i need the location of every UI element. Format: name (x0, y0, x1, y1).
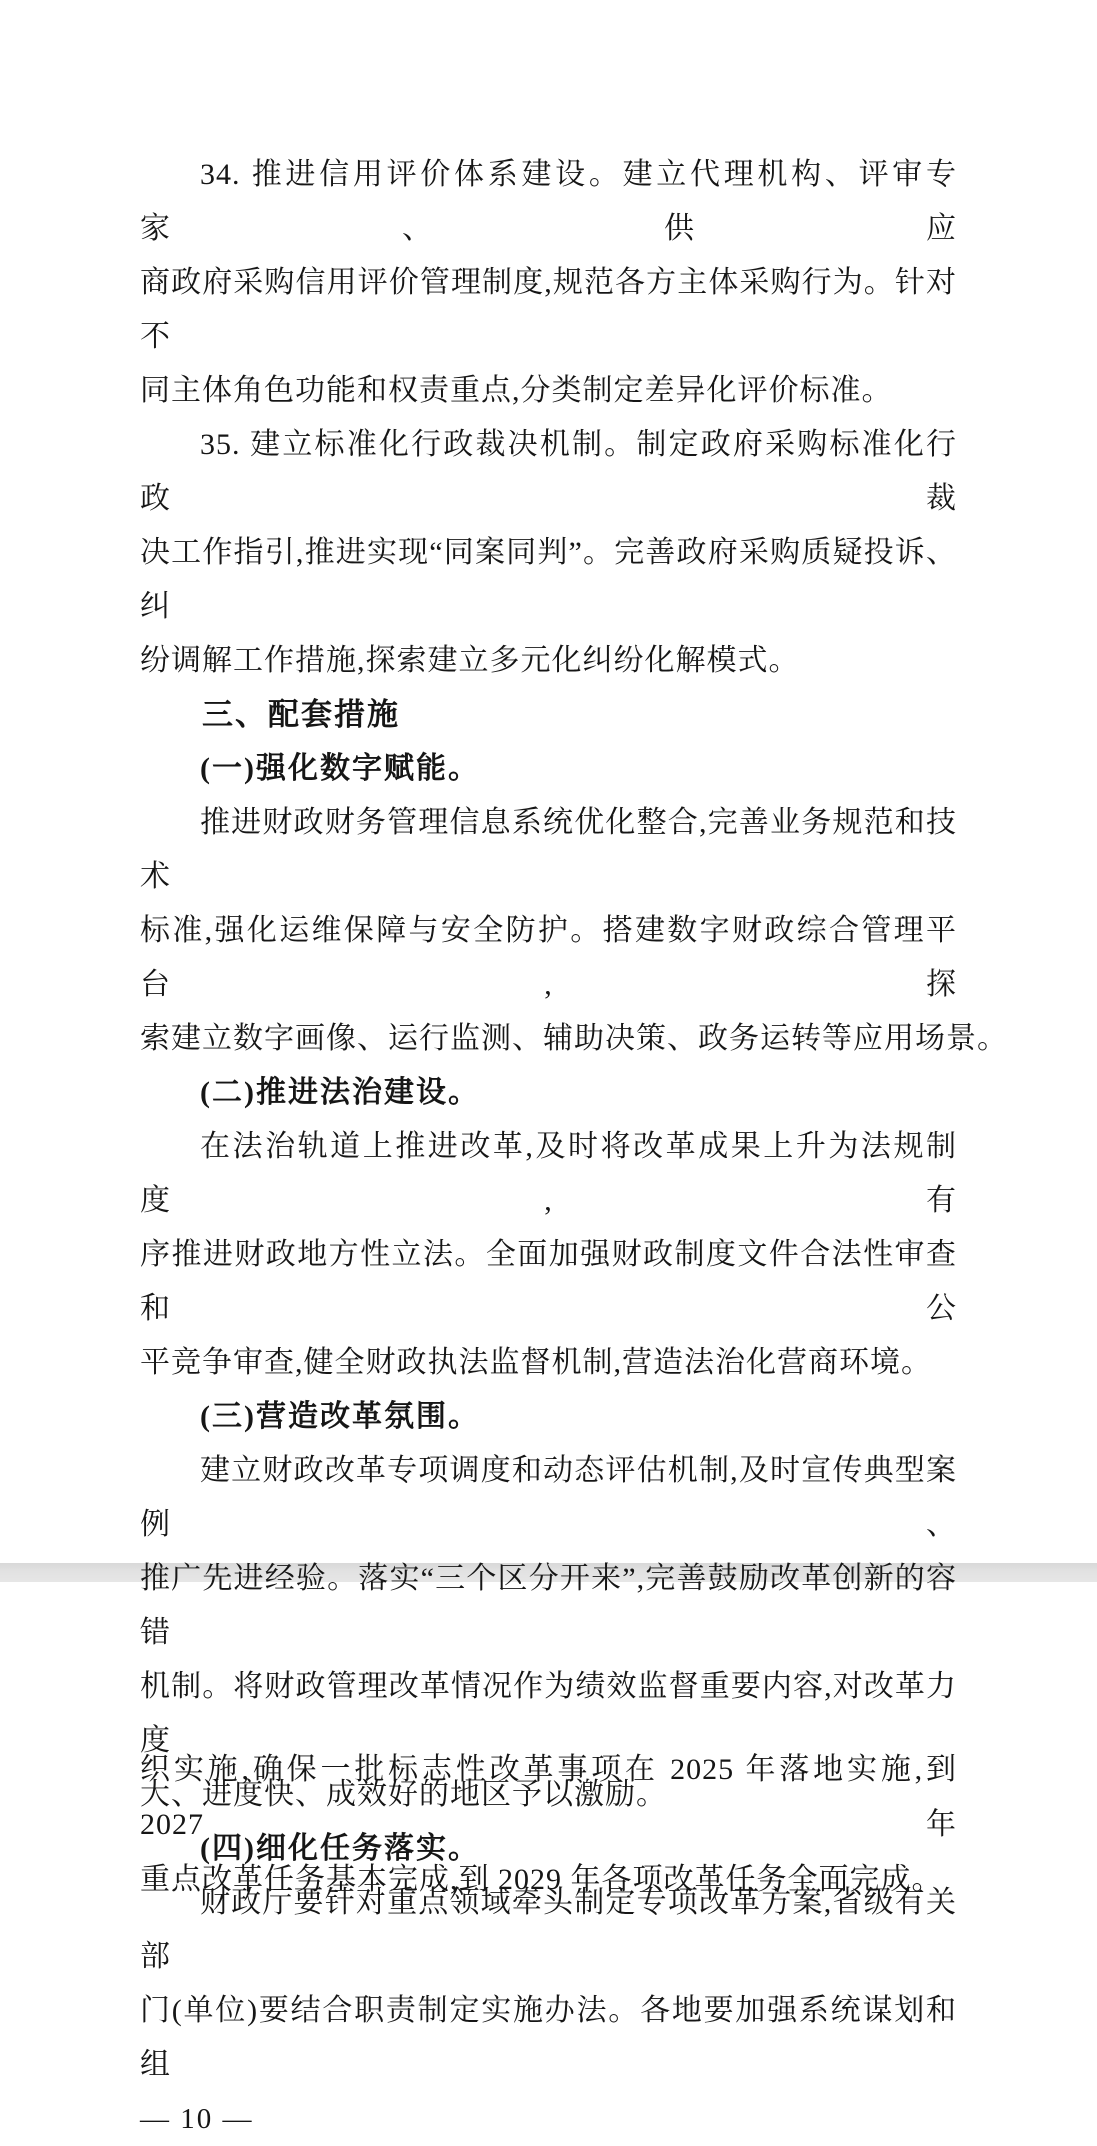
text-line: 建立财政改革专项调度和动态评估机制,及时宣传典型案例、 (140, 1454, 957, 1541)
text-line: 推广先进经验。落实“三个区分开来”,完善鼓励改革创新的容错 (140, 1562, 957, 1649)
text-line: 平竞争审查,健全财政执法监督机制,营造法治化营商环境。 (140, 1346, 932, 1379)
text-line: (一)强化数字赋能。 (200, 752, 480, 785)
text-line: (三)营造改革氛围。 (200, 1400, 480, 1433)
text-line: 决工作指引,推进实现“同案同判”。完善政府采购质疑投诉、纠 (140, 536, 957, 623)
text-line: 织实施,确保一批标志性改革事项在 2025 年落地实施,到 2027 年 (140, 1753, 957, 1841)
text-line: 重点改革任务基本完成,到 2029 年各项改革任务全面完成。 (140, 1863, 943, 1896)
text-line: 在法治轨道上推进改革,及时将改革成果上升为法规制度,有 (140, 1130, 957, 1217)
page-number: — 10 — (140, 2103, 254, 2135)
text-line: 机制。将财政管理改革情况作为绩效监督重要内容,对改革力度 (140, 1670, 957, 1757)
text-line: 34. 推进信用评价体系建设。建立代理机构、评审专家、供应 (140, 158, 957, 245)
text-line: 标准,强化运维保障与安全防护。搭建数字财政综合管理平台,探 (140, 914, 957, 1001)
text-line: 序推进财政地方性立法。全面加强财政制度文件合法性审查和公 (140, 1238, 957, 1325)
text-line: 财政厅要针对重点领域牵头制定专项改革方案,省级有关部 (140, 1886, 957, 1973)
text-line: 索建立数字画像、运行监测、辅助决策、政务运转等应用场景。 (140, 1022, 1008, 1055)
text-line: 大、进度快、成效好的地区予以激励。 (140, 1778, 667, 1811)
text-line: (四)细化任务落实。 (200, 1832, 480, 1865)
text-line: 商政府采购信用评价管理制度,规范各方主体采购行为。针对不 (140, 266, 957, 353)
text-line: 三、配套措施 (202, 697, 400, 732)
text-line: 35. 建立标准化行政裁决机制。制定政府采购标准化行政裁 (140, 428, 957, 515)
text-line: (二)推进法治建设。 (200, 1076, 480, 1109)
page-11-text-block (140, 1742, 957, 1907)
text-line: 门(单位)要结合职责制定实施办法。各地要加强系统谋划和组 (140, 1994, 957, 2081)
text-line: 推进财政财务管理信息系统优化整合,完善业务规范和技术 (140, 806, 957, 893)
text-line: 同主体角色功能和权责重点,分类制定差异化评价标准。 (140, 374, 893, 407)
text-line: 纷调解工作措施,探索建立多元化纠纷化解模式。 (140, 644, 800, 677)
